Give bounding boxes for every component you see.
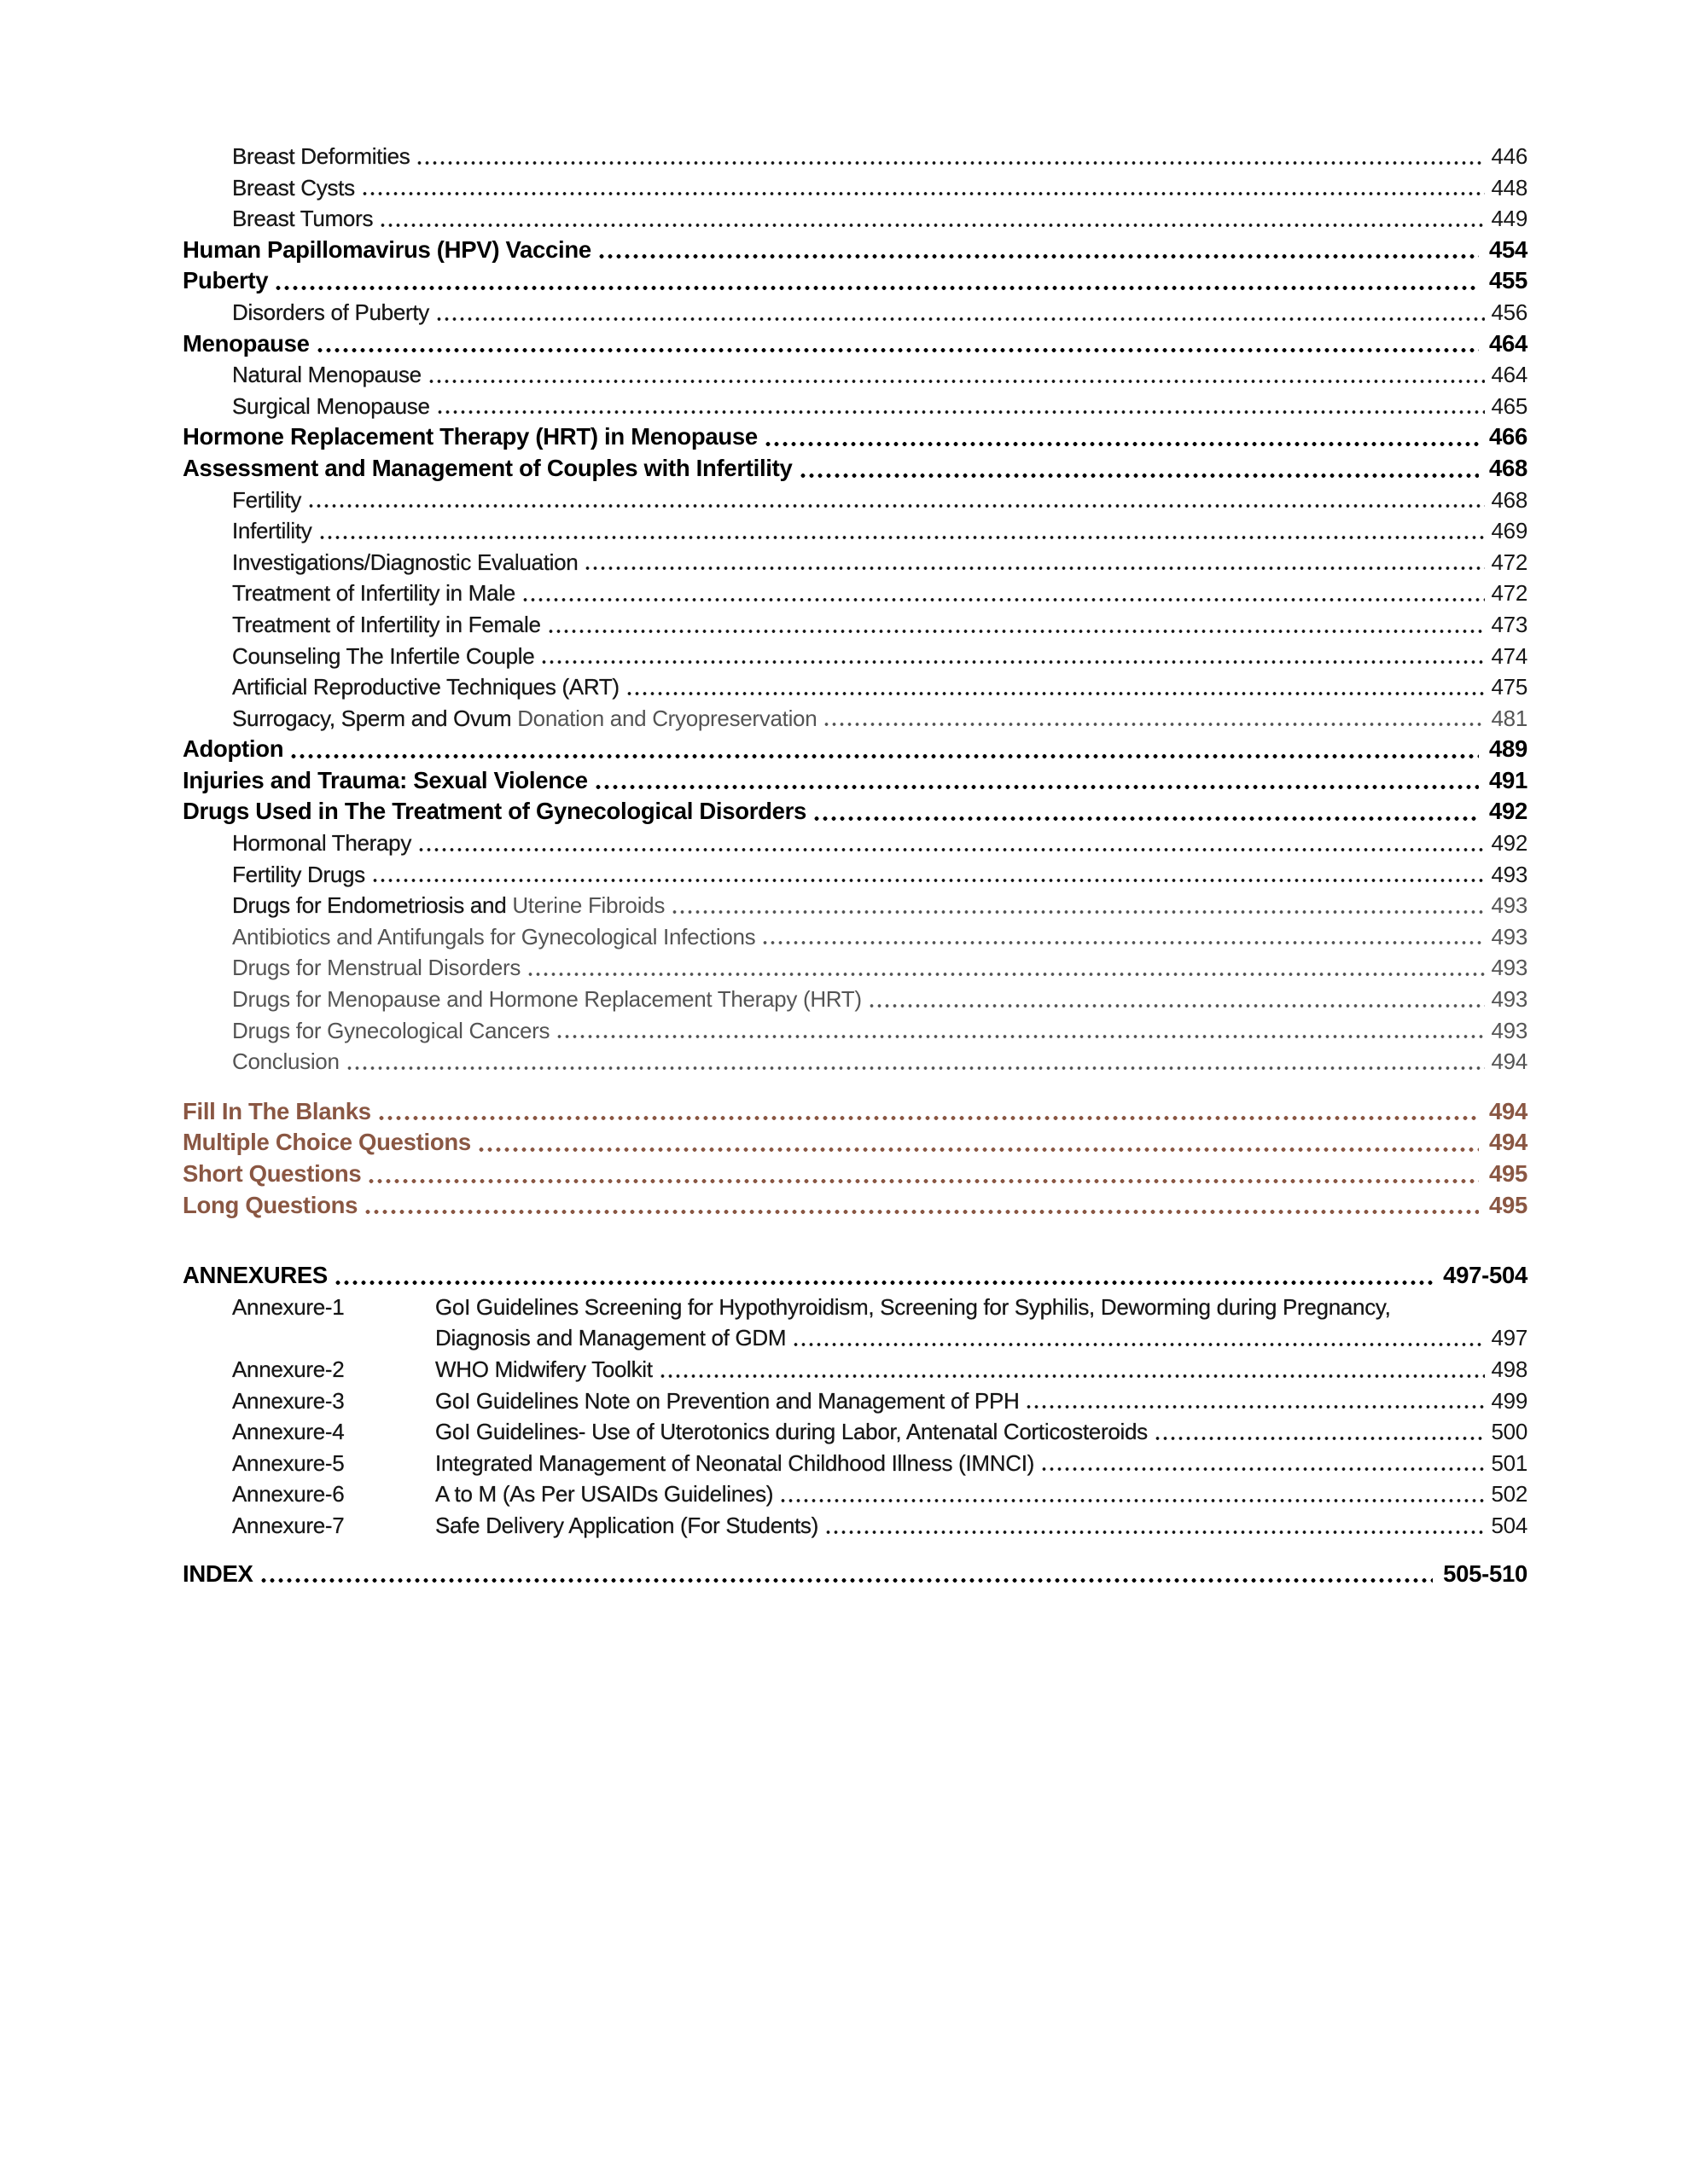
toc-row (183, 1159, 1527, 1190)
toc-entry-text: Fill In The Blanks (183, 1097, 371, 1124)
annexure-description (435, 1478, 1527, 1510)
dot-leader (274, 265, 1479, 297)
page-number: 466 (1489, 423, 1527, 450)
toc-row (183, 671, 1527, 703)
annexure-item (183, 1292, 1527, 1354)
dot-leader (527, 952, 1484, 984)
toc-entry-title (232, 1015, 550, 1047)
toc-entry-title (232, 952, 521, 984)
dot-leader (477, 1127, 1479, 1159)
page-number: 497 (1491, 1325, 1527, 1351)
toc-row (183, 578, 1527, 609)
toc-entry-text: Treatment of Infertility in Female (232, 611, 541, 637)
toc-entry-title (232, 172, 355, 204)
toc-entry-title (232, 359, 422, 391)
dot-leader (316, 328, 1479, 360)
page-number: 500 (1491, 1419, 1527, 1445)
toc-row (183, 796, 1527, 828)
annexure-line (435, 1478, 1527, 1510)
dot-leader (334, 1260, 1433, 1292)
toc-entry-text: Breast Tumors (232, 206, 374, 232)
toc-row (183, 859, 1527, 891)
page-number: 505-510 (1443, 1560, 1527, 1587)
dot-leader (289, 734, 1479, 765)
index-heading: INDEX (183, 1560, 253, 1587)
toc-entry-title (232, 984, 862, 1015)
dot-leader (416, 141, 1484, 172)
toc-entry-title (232, 703, 817, 735)
toc-entry-text-light: Donation and Cryopreservation (511, 705, 817, 731)
dot-leader (371, 859, 1485, 891)
annexure-line (435, 1510, 1527, 1542)
page-number: 465 (1491, 392, 1527, 419)
dot-leader (436, 391, 1485, 422)
page-number: 454 (1489, 235, 1527, 263)
toc-entry-text: Surrogacy, Sperm and Ovum (232, 705, 512, 731)
toc-entry-title (183, 1096, 371, 1128)
toc-entry-text: Puberty (183, 267, 269, 294)
annexure-line (435, 1416, 1527, 1448)
toc-row (183, 765, 1527, 797)
annexure-label: Annexure-7 (232, 1512, 345, 1538)
toc-entry-text: Drugs for Menstrual Disorders (232, 955, 521, 981)
toc-entry-title (183, 796, 806, 828)
toc-entry-text: Conclusion (232, 1048, 340, 1075)
toc-entry-text: Menopause (183, 329, 310, 357)
dot-leader (594, 765, 1479, 797)
toc-entry-title (232, 578, 515, 609)
annexure-label: Annexure-2 (232, 1356, 345, 1382)
toc-row (183, 984, 1527, 1015)
toc-row (183, 703, 1527, 735)
annexures-heading: ANNEXURES (183, 1262, 328, 1289)
dot-leader (764, 421, 1479, 453)
toc-entry-title (232, 1046, 340, 1077)
toc-row (183, 734, 1527, 765)
toc-entry-text: Assessment and Management of Couples with Infertility (183, 454, 793, 481)
dot-leader (659, 1354, 1485, 1385)
toc-row (183, 485, 1527, 516)
dot-leader (547, 609, 1485, 641)
toc-row (183, 172, 1527, 204)
page-number: 472 (1491, 580, 1527, 607)
dot-leader (435, 297, 1485, 328)
toc-row (183, 921, 1527, 953)
dot-leader (1025, 1385, 1484, 1417)
toc-list (183, 141, 1527, 1077)
dot-leader (824, 1510, 1485, 1542)
toc-entry-title (232, 921, 755, 953)
annexure-label: Annexure-4 (232, 1419, 345, 1445)
dot-leader (779, 1478, 1484, 1510)
toc-row (183, 235, 1527, 266)
toc-row (183, 1127, 1527, 1159)
dot-leader (521, 578, 1485, 609)
toc-entry-text: Drugs Used in The Treatment of Gynecological Disorders (183, 798, 807, 825)
annexure-description (435, 1510, 1527, 1542)
toc-entry-text: Infertility (232, 518, 312, 544)
toc-entry-text: Breast Cysts (232, 174, 355, 200)
annexure-item (183, 1478, 1527, 1510)
annexure-line (435, 1354, 1527, 1385)
dot-leader (823, 703, 1484, 735)
toc-entry-title (232, 641, 534, 672)
toc-entry-title (232, 203, 373, 235)
annexure-item (183, 1510, 1527, 1542)
dot-leader (367, 1159, 1479, 1190)
annexure-description (435, 1354, 1527, 1385)
dot-leader (361, 172, 1485, 204)
dot-leader (671, 890, 1484, 921)
annexure-list (183, 1292, 1527, 1542)
toc-entry-title (232, 297, 429, 328)
toc-entry-text: Investigations/Diagnostic Evaluation (232, 549, 579, 575)
toc-entry-title (183, 328, 310, 360)
toc-entry-title (183, 453, 793, 485)
toc-entry-text: Long Questions (183, 1191, 358, 1218)
toc-entry-text: Adoption (183, 735, 284, 763)
annexure-description (435, 1292, 1527, 1354)
annexure-line-text: Safe Delivery Application (For Students) (435, 1512, 818, 1538)
page-number: 493 (1491, 923, 1527, 950)
index-row (183, 1559, 1527, 1590)
annexures-section (183, 1260, 1527, 1541)
page-number: 464 (1491, 362, 1527, 388)
page-number: 492 (1491, 830, 1527, 857)
toc-entry-text: Multiple Choice Questions (183, 1129, 471, 1156)
dot-leader (364, 1190, 1479, 1222)
page-number: 492 (1489, 798, 1527, 825)
annexure-line-text: Integrated Management of Neonatal Childhood Illness (IMNCI) (435, 1449, 1035, 1476)
toc-entry-text: Hormone Replacement Therapy (HRT) in Menopause (183, 423, 758, 450)
annexure-description (435, 1416, 1527, 1448)
toc-row (183, 297, 1527, 328)
page-number: 449 (1491, 206, 1527, 232)
toc-row (183, 1190, 1527, 1222)
toc-row (183, 1096, 1527, 1128)
toc-entry-title (183, 1190, 358, 1222)
page-number: 446 (1491, 143, 1527, 169)
toc-row (183, 421, 1527, 453)
toc-entry-text: Fertility Drugs (232, 861, 365, 887)
annexure-line (435, 1448, 1527, 1479)
dot-leader (868, 984, 1485, 1015)
dot-leader (812, 796, 1479, 828)
annexure-line-text: GoI Guidelines Note on Prevention and Management of PPH (435, 1387, 1020, 1414)
dot-leader (379, 203, 1484, 235)
toc-row (183, 453, 1527, 485)
toc-entry-text: Antibiotics and Antifungals for Gynecological Infections (232, 923, 756, 950)
dot-leader (597, 235, 1479, 266)
dot-leader (307, 485, 1484, 516)
page-number: 498 (1491, 1356, 1527, 1382)
page-number: 474 (1491, 642, 1527, 669)
toc-row (183, 547, 1527, 578)
page-number: 494 (1489, 1097, 1527, 1124)
toc-row (183, 609, 1527, 641)
toc-row (183, 890, 1527, 921)
page-number: 473 (1491, 611, 1527, 637)
toc-row (183, 359, 1527, 391)
page-number: 495 (1489, 1160, 1527, 1187)
dot-leader (346, 1046, 1485, 1077)
toc-entry-title (183, 421, 758, 453)
toc-entry-text: Human Papillomavirus (HPV) Vaccine (183, 235, 591, 263)
toc-entry-text: Fertility (232, 486, 302, 513)
annexures-heading-row (183, 1260, 1527, 1292)
toc-entry-text: Counseling The Infertile Couple (232, 642, 535, 669)
toc-entry-title (232, 547, 578, 578)
toc-entry-title (232, 141, 410, 172)
page-number: 504 (1491, 1512, 1527, 1538)
page-number: 464 (1489, 329, 1527, 357)
annexure-item (183, 1448, 1527, 1479)
dot-leader (556, 1015, 1484, 1047)
annexure-line (435, 1385, 1527, 1417)
toc-entry-title (183, 1159, 361, 1190)
annexure-item (183, 1416, 1527, 1448)
page-number: 493 (1491, 955, 1527, 981)
dot-leader (584, 547, 1484, 578)
toc-row (183, 828, 1527, 859)
toc-entry-text: Breast Deformities (232, 143, 410, 169)
annexure-line (435, 1322, 1527, 1354)
page-number: 491 (1489, 766, 1527, 793)
toc-entry-text: Short Questions (183, 1160, 362, 1187)
dot-leader (318, 515, 1485, 547)
toc-row (183, 391, 1527, 422)
toc-entry-text: Surgical Menopause (232, 392, 430, 419)
toc-entry-title (232, 391, 430, 422)
toc-row (183, 203, 1527, 235)
toc-entry-title (232, 671, 620, 703)
toc-row (183, 515, 1527, 547)
annexure-description (435, 1448, 1527, 1479)
toc-entry-title (183, 265, 268, 297)
toc-entry-title (183, 235, 591, 266)
annexure-label: Annexure-6 (232, 1481, 345, 1507)
toc-entry-text: Injuries and Trauma: Sexual Violence (183, 766, 588, 793)
dot-leader (799, 453, 1480, 485)
page-number: 493 (1491, 986, 1527, 1013)
toc-entry-title (183, 1127, 471, 1159)
toc-entry-text: Drugs for Menopause and Hormone Replacement Therapy (HRT) (232, 986, 862, 1013)
annexure-label: Annexure-1 (232, 1293, 345, 1320)
toc-entry-title (232, 485, 301, 516)
annexure-line-text: GoI Guidelines Screening for Hypothyroidism, Screening for Syphilis, Deworming during Pregnancy, (435, 1293, 1391, 1320)
annexure-line-text: A to M (As Per USAIDs Guidelines) (435, 1481, 774, 1507)
page-number: 468 (1491, 486, 1527, 513)
toc-entry-text: Natural Menopause (232, 362, 422, 388)
dot-leader (1040, 1448, 1485, 1479)
annexure-description (435, 1385, 1527, 1417)
dot-leader (1154, 1416, 1485, 1448)
page-number: 455 (1489, 267, 1527, 294)
page-number: 481 (1491, 705, 1527, 731)
page-number: 493 (1491, 892, 1527, 919)
toc-entry-title (183, 734, 283, 765)
annexure-label: Annexure-5 (232, 1449, 345, 1476)
toc-entry-text: Drugs for Endometriosis and (232, 892, 507, 919)
page-number: 497-504 (1443, 1262, 1527, 1289)
annexure-line-text: GoI Guidelines- Use of Uterotonics during Labor, Antenatal Corticosteroids (435, 1419, 1148, 1445)
toc-entry-title (232, 609, 541, 641)
annexure-line (435, 1292, 1527, 1323)
page-number: 494 (1491, 1048, 1527, 1075)
dot-leader (761, 921, 1484, 953)
page-number: 495 (1489, 1191, 1527, 1218)
toc-entry-title (232, 890, 665, 921)
toc-entry-text: Drugs for Gynecological Cancers (232, 1017, 550, 1043)
toc-entry-text: Artificial Reproductive Techniques (ART) (232, 674, 620, 700)
dot-leader (625, 671, 1485, 703)
toc-entry-text: Disorders of Puberty (232, 299, 429, 325)
annexure-item (183, 1354, 1527, 1385)
page-number: 499 (1491, 1387, 1527, 1414)
toc-row (183, 141, 1527, 172)
toc-row (183, 328, 1527, 360)
dot-leader (417, 828, 1484, 859)
toc-entry-title (232, 859, 365, 891)
toc-entry-text: Treatment of Infertility in Male (232, 580, 515, 607)
page-number: 469 (1491, 518, 1527, 544)
page-number: 502 (1491, 1481, 1527, 1507)
toc-row (183, 265, 1527, 297)
dot-leader (377, 1096, 1479, 1128)
toc-row (183, 952, 1527, 984)
page-number: 448 (1491, 174, 1527, 200)
annexure-line-text: WHO Midwifery Toolkit (435, 1356, 653, 1382)
toc-entry-text: Hormonal Therapy (232, 830, 412, 857)
toc-row (183, 641, 1527, 672)
questions-section (183, 1096, 1527, 1221)
toc-entry-title (232, 828, 411, 859)
toc-row (183, 1046, 1527, 1077)
page-number: 475 (1491, 674, 1527, 700)
toc-entry-title (183, 765, 588, 797)
page-number: 489 (1489, 735, 1527, 763)
toc-entry-title (232, 515, 312, 547)
annexure-line-text: Diagnosis and Management of GDM (435, 1325, 787, 1351)
annexure-item (183, 1385, 1527, 1417)
page-number: 472 (1491, 549, 1527, 575)
page-number: 493 (1491, 861, 1527, 887)
annexure-label: Annexure-3 (232, 1387, 345, 1414)
page-number: 468 (1489, 454, 1527, 481)
dot-leader (259, 1559, 1434, 1590)
page-number: 456 (1491, 299, 1527, 325)
dot-leader (792, 1322, 1484, 1354)
page-number: 493 (1491, 1017, 1527, 1043)
dot-leader (540, 641, 1484, 672)
toc-row (183, 1015, 1527, 1047)
toc-entry-text-light: Uterine Fibroids (506, 892, 666, 919)
dot-leader (428, 359, 1485, 391)
page-number: 501 (1491, 1449, 1527, 1476)
page-number: 494 (1489, 1129, 1527, 1156)
